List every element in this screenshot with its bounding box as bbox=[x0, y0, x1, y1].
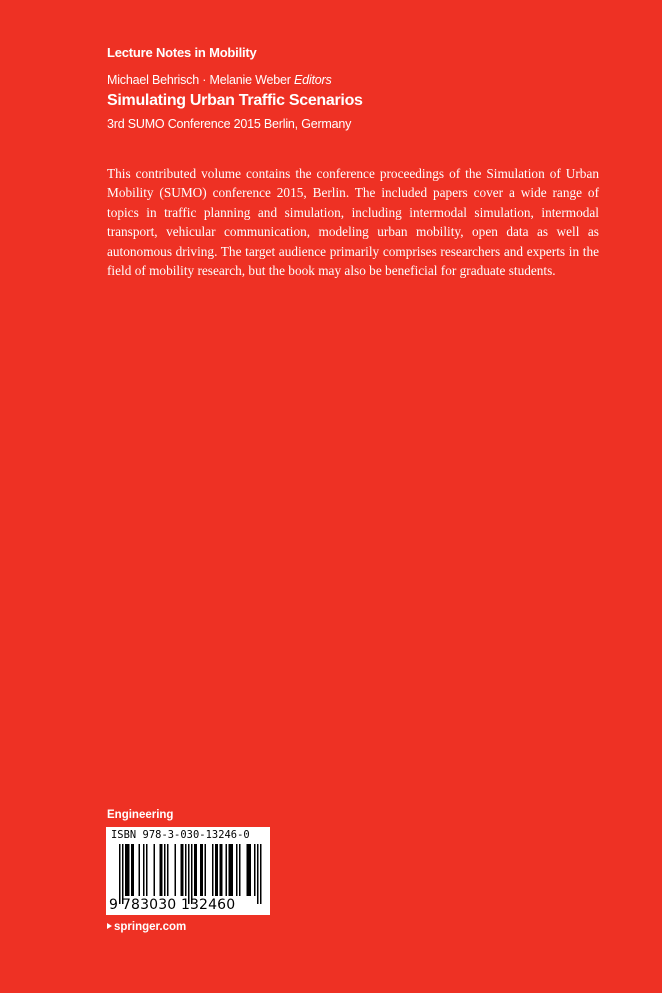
ean-digits: 783030 132460 bbox=[122, 897, 236, 913]
barcode-bar bbox=[260, 844, 262, 904]
barcode-bar bbox=[200, 844, 203, 896]
barcode-bar bbox=[160, 844, 163, 896]
barcode-bar bbox=[236, 844, 238, 896]
subject-category: Engineering bbox=[107, 809, 174, 821]
barcode-bar bbox=[257, 844, 259, 904]
editor-names: Michael Behrisch · Melanie Weber bbox=[107, 73, 291, 87]
publisher-website bbox=[107, 921, 186, 933]
barcode-bar bbox=[215, 844, 218, 896]
isbn-barcode bbox=[106, 827, 270, 915]
barcode-bar bbox=[226, 844, 228, 896]
website-text: springer.com bbox=[114, 921, 187, 933]
series-title: Lecture Notes in Mobility bbox=[107, 45, 257, 60]
barcode-bar bbox=[185, 844, 187, 896]
editors-line bbox=[107, 73, 332, 87]
barcode-bar bbox=[146, 844, 148, 896]
isbn-label: ISBN 978-3-030-13246-0 bbox=[111, 829, 250, 841]
barcode-bar bbox=[205, 844, 207, 896]
barcode-bar bbox=[167, 844, 169, 896]
barcode-bar bbox=[247, 844, 252, 896]
barcode-bar bbox=[212, 844, 214, 896]
book-title: Simulating Urban Traffic Scenarios bbox=[107, 92, 363, 109]
editors-role: Editors bbox=[294, 73, 332, 87]
barcode-bar bbox=[164, 844, 166, 896]
book-subtitle: 3rd SUMO Conference 2015 Berlin, Germany bbox=[107, 117, 352, 131]
barcode-bar bbox=[139, 844, 141, 896]
barcode-bar bbox=[254, 844, 256, 896]
arrow-icon bbox=[107, 923, 112, 929]
barcode-bar bbox=[181, 844, 184, 896]
ean-first-digit: 9 bbox=[109, 897, 118, 913]
barcode-bar bbox=[175, 844, 177, 896]
barcode-bar bbox=[122, 844, 124, 904]
barcode-bar bbox=[125, 844, 130, 896]
barcode-bar bbox=[131, 844, 134, 896]
description-paragraph: This contributed volume contains the conference proceedings of the Simulation of Urban Mobility (SUMO) conference 2015, Berlin. The included papers cover a wide range of topics in traffic planning and simulation, including intermodal simulation, intermodal transport, vehicular communication, modeling urban mobility, open data as well as autonomous driving. The target audience primarily comprises researchers and experts in the field of mobility research, but the book may also be beneficial for graduate students. bbox=[107, 166, 599, 279]
barcode-bar bbox=[143, 844, 145, 896]
barcode-bar bbox=[239, 844, 241, 896]
barcode-bar bbox=[194, 844, 197, 896]
barcode-bar bbox=[119, 844, 121, 904]
barcode-bar bbox=[154, 844, 156, 896]
barcode-bar bbox=[188, 844, 190, 904]
barcode-bar bbox=[229, 844, 234, 896]
barcode-bar bbox=[220, 844, 223, 896]
barcode-bar bbox=[191, 844, 193, 904]
